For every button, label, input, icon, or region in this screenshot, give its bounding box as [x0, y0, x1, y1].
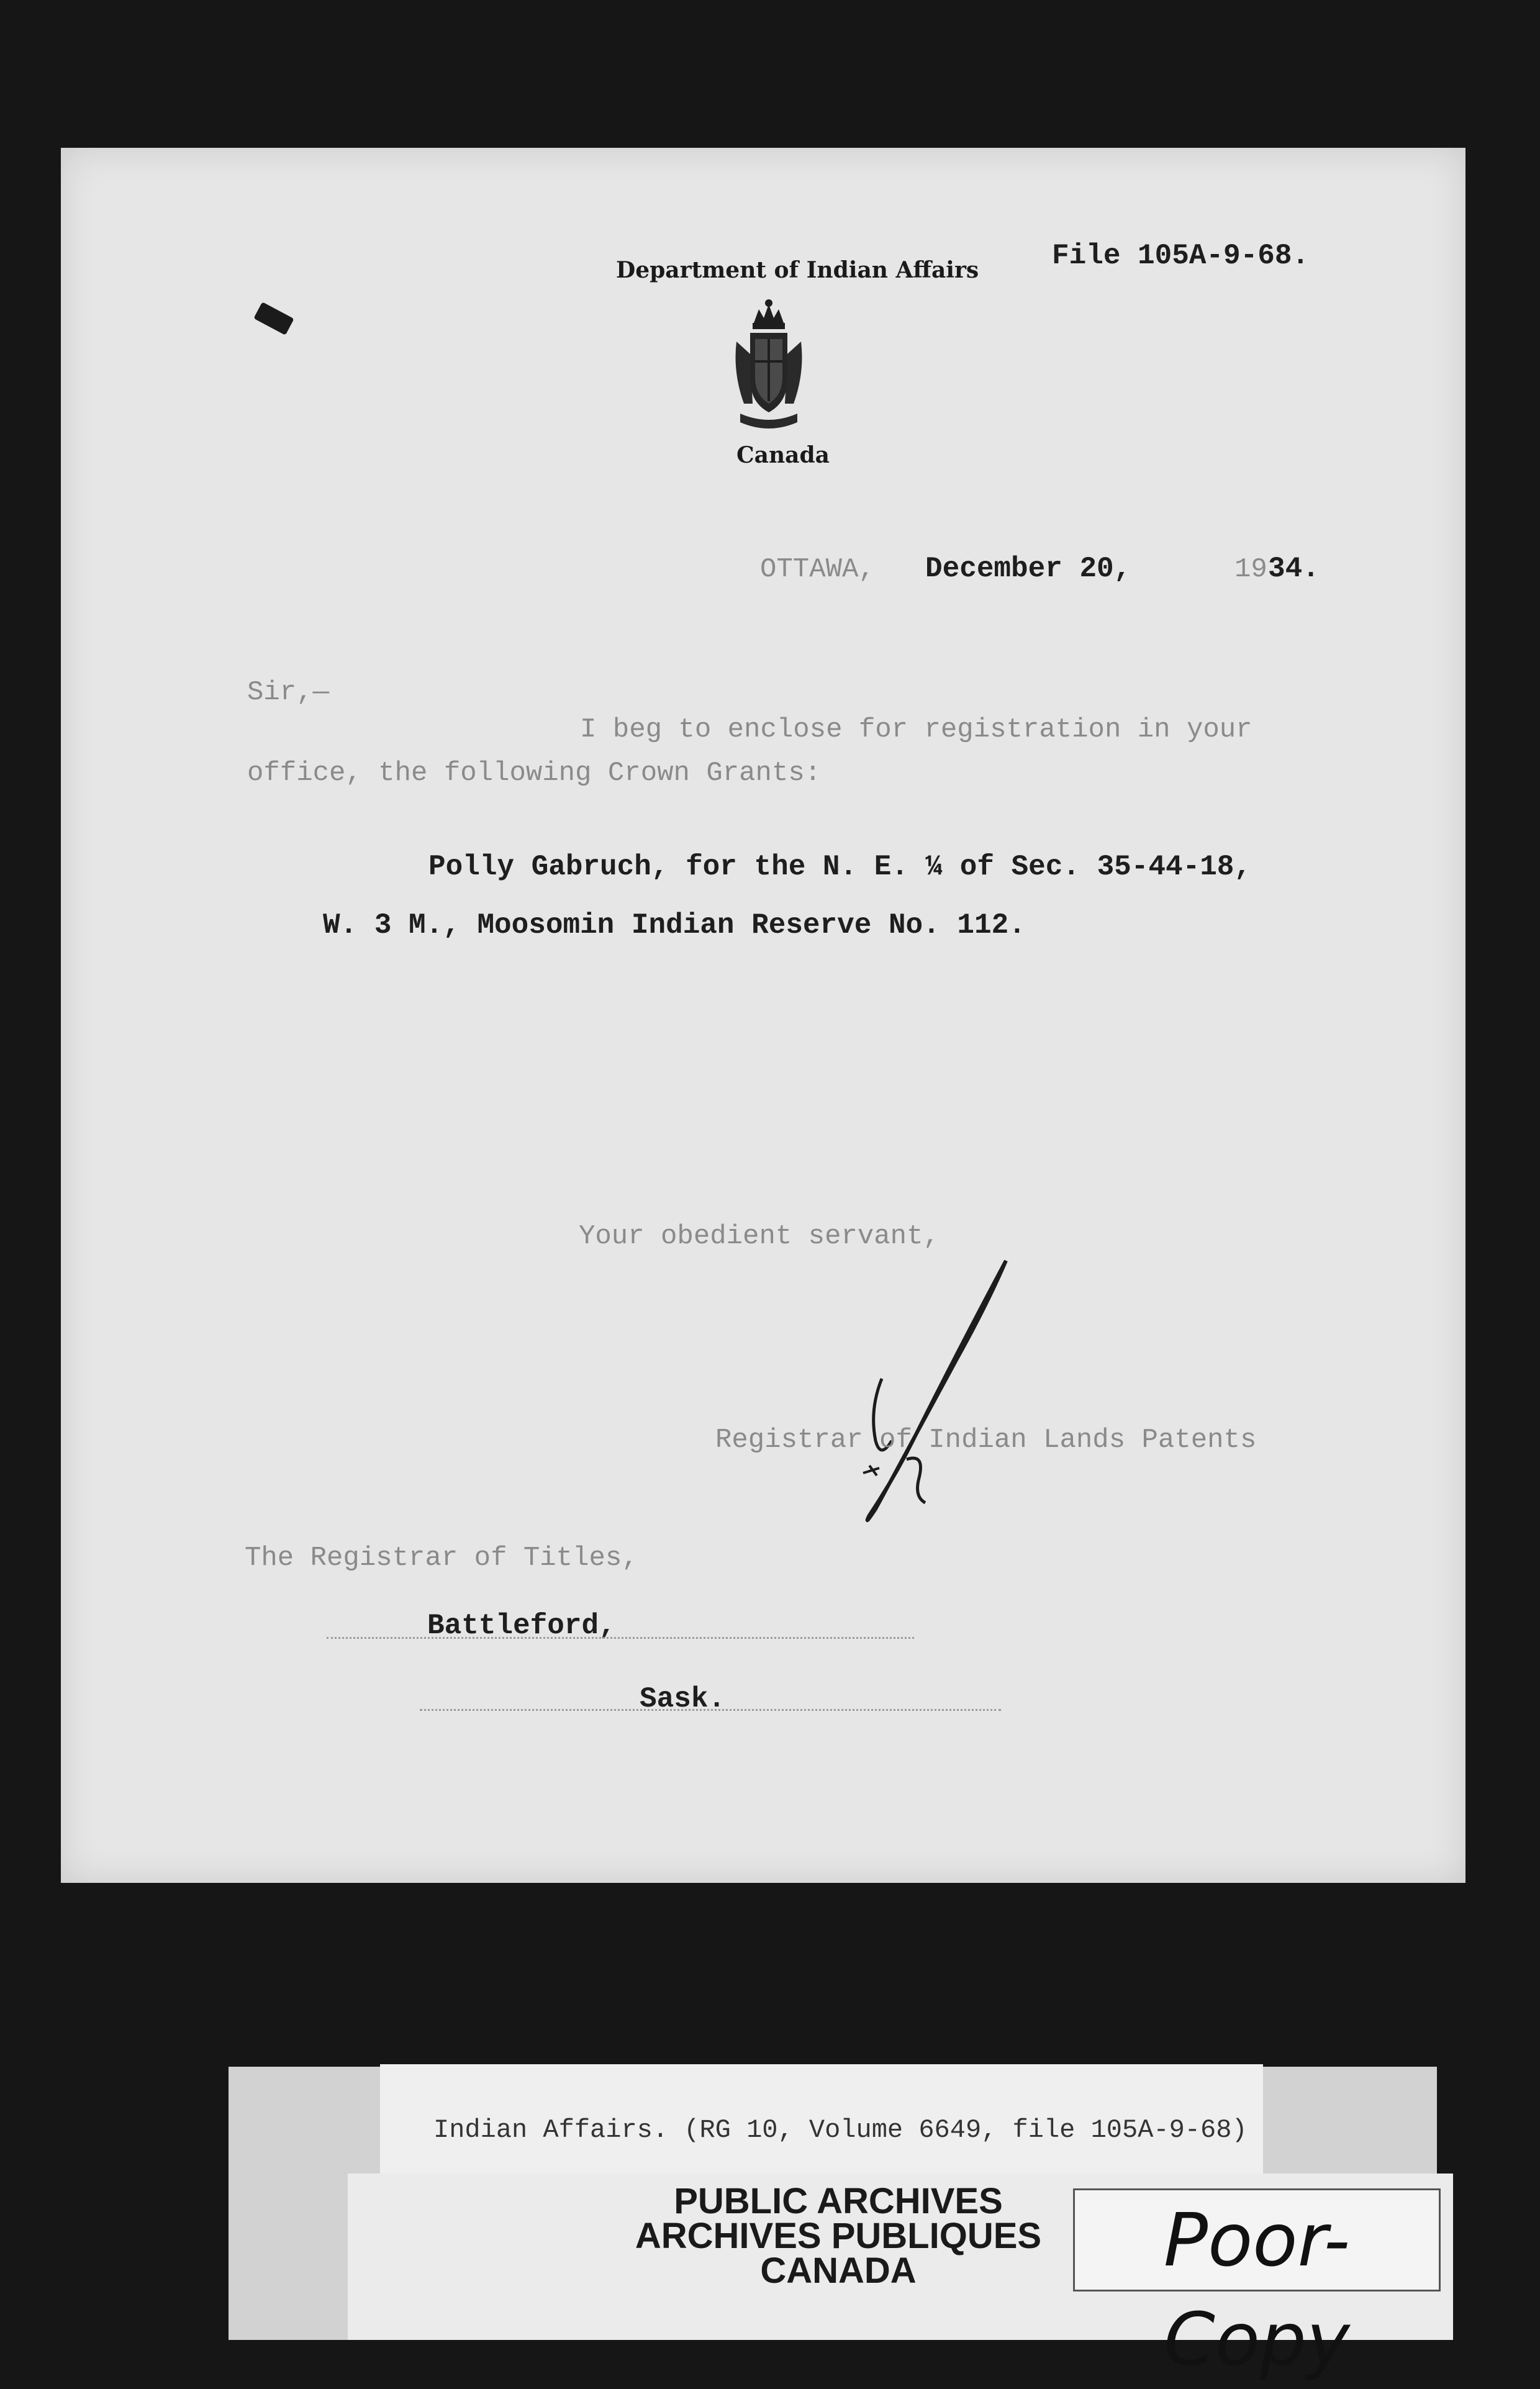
reference-label [380, 2064, 1263, 2174]
file-reference: File 105A-9-68. [1052, 240, 1310, 272]
dotted-rule [327, 1637, 914, 1639]
body-line-1: I beg to enclose for registration in your [580, 714, 1252, 745]
sign-off: Your obedient servant, [579, 1221, 940, 1252]
dateline-date: December 20, [925, 553, 1131, 585]
archive-reference: Indian Affairs. (RG 10, Volume 6649, file 105A-9-68) [433, 2115, 1248, 2145]
body-line-2: office, the following Crown Grants: [247, 758, 822, 789]
addressee-province: Sask. [640, 1683, 726, 1715]
grant-line-1: Polly Gabruch, for the N. E. ¼ of Sec. 35-44-18, [428, 851, 1252, 883]
dateline-year-prefix: 19 [1234, 554, 1267, 585]
signature-mark [770, 1254, 1018, 1528]
department-name: Department of Indian Affairs [616, 257, 979, 283]
poor-copy-note: Poor-Copy [1073, 2188, 1441, 2292]
salutation: Sir,— [247, 677, 330, 708]
archives-line-3: CANADA [760, 2251, 917, 2291]
dateline-year-suffix: 34. [1268, 553, 1320, 585]
country-name: Canada [736, 442, 830, 468]
grant-line-2: W. 3 M., Moosomin Indian Reserve No. 112. [323, 909, 1026, 941]
dateline-city: OTTAWA, [760, 554, 875, 585]
signatory-title: Registrar of Indian Lands Patents [715, 1425, 1257, 1456]
coat-of-arms-icon [732, 298, 806, 436]
dotted-rule [420, 1709, 1001, 1711]
addressee-city: Battleford, [427, 1610, 616, 1642]
archives-line-2: ARCHIVES PUBLIQUES [635, 2216, 1042, 2256]
archives-line-1: PUBLIC ARCHIVES [674, 2181, 1003, 2221]
addressee-line-1: The Registrar of Titles, [245, 1543, 638, 1574]
